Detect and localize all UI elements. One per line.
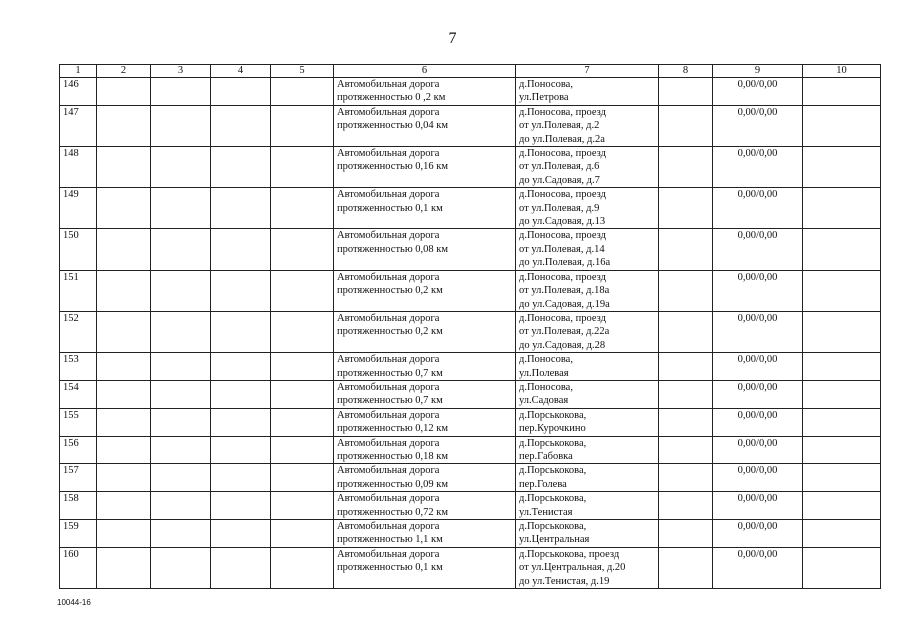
empty-cell <box>211 408 271 436</box>
empty-cell <box>271 78 334 106</box>
empty-cell <box>803 353 881 381</box>
address-line: д.Поносова, проезд <box>519 106 606 118</box>
road-description-cell <box>334 492 516 520</box>
road-description-cell <box>334 353 516 381</box>
road-description-line: протяженностью 0,1 км <box>337 202 443 214</box>
address-line: ул.Тенистая <box>519 506 573 518</box>
column-header: 1 <box>60 65 97 78</box>
empty-cell <box>211 464 271 492</box>
header-row <box>60 65 881 78</box>
row-number-cell: 150 <box>60 229 97 270</box>
address-line: д.Порськокова, <box>519 437 587 449</box>
empty-cell <box>803 464 881 492</box>
empty-cell <box>271 105 334 146</box>
address-cell <box>516 380 659 408</box>
address-line: ул.Петрова <box>519 92 569 104</box>
address-line: д.Порськокова, <box>519 493 587 505</box>
empty-cell <box>803 78 881 106</box>
empty-cell <box>97 105 151 146</box>
column-header: 3 <box>151 65 211 78</box>
empty-cell <box>211 311 271 352</box>
value-cell: 0,00/0,00 <box>713 464 803 492</box>
column-header: 8 <box>659 65 713 78</box>
table-row <box>60 105 881 146</box>
row-number-cell: 149 <box>60 188 97 229</box>
empty-cell <box>659 436 713 464</box>
road-description-line: Автомобильная дорога <box>337 521 440 532</box>
empty-cell <box>97 436 151 464</box>
table-row <box>60 188 881 229</box>
table-body <box>60 78 881 589</box>
empty-cell <box>271 311 334 352</box>
road-description-cell <box>334 464 516 492</box>
address-line: от ул.Полевая, д.6 <box>519 161 600 173</box>
road-description-line: Автомобильная дорога <box>337 548 440 560</box>
road-description-line: протяженностью 0,2 км <box>337 326 443 338</box>
empty-cell <box>211 147 271 188</box>
address-line: от ул.Полевая, д.2 <box>519 120 600 132</box>
empty-cell <box>151 311 211 352</box>
empty-cell <box>271 492 334 520</box>
address-cell <box>516 147 659 188</box>
address-line: до ул.Полевая, д.2а <box>519 133 605 145</box>
empty-cell <box>97 408 151 436</box>
address-line: ул.Центральная <box>519 534 590 546</box>
empty-cell <box>659 105 713 146</box>
road-description-line: Автомобильная дорога <box>337 189 440 201</box>
address-line: д.Поносова, проезд <box>519 271 606 283</box>
empty-cell <box>97 464 151 492</box>
empty-cell <box>97 78 151 106</box>
table-row <box>60 547 881 588</box>
address-line: д.Поносова, <box>519 354 573 366</box>
row-number-cell: 154 <box>60 380 97 408</box>
empty-cell <box>151 270 211 311</box>
address-line: от ул.Полевая, д.14 <box>519 243 605 255</box>
empty-cell <box>151 464 211 492</box>
address-line: до ул.Садовая, д.7 <box>519 174 600 186</box>
row-number-cell: 158 <box>60 492 97 520</box>
address-cell <box>516 464 659 492</box>
empty-cell <box>151 380 211 408</box>
registry-table <box>59 64 881 589</box>
empty-cell <box>803 229 881 270</box>
road-description-line: Автомобильная дорога <box>337 106 440 118</box>
empty-cell <box>659 311 713 352</box>
table-row <box>60 520 881 548</box>
empty-cell <box>97 547 151 588</box>
road-description-line: Автомобильная дорога <box>337 493 440 505</box>
table-row <box>60 436 881 464</box>
table-row <box>60 353 881 381</box>
road-description-line: протяженностью 0,7 км <box>337 395 443 407</box>
address-cell <box>516 436 659 464</box>
value-cell: 0,00/0,00 <box>713 408 803 436</box>
table-row <box>60 229 881 270</box>
value-cell: 0,00/0,00 <box>713 311 803 352</box>
empty-cell <box>659 229 713 270</box>
row-number-cell: 155 <box>60 408 97 436</box>
address-line: ул.Полевая <box>519 367 569 379</box>
empty-cell <box>271 188 334 229</box>
table-row <box>60 464 881 492</box>
empty-cell <box>659 464 713 492</box>
address-cell <box>516 105 659 146</box>
column-header: 4 <box>211 65 271 78</box>
value-cell: 0,00/0,00 <box>713 436 803 464</box>
address-cell <box>516 547 659 588</box>
row-number-cell: 160 <box>60 547 97 588</box>
row-number-cell: 159 <box>60 520 97 548</box>
page-number: 7 <box>448 30 457 47</box>
empty-cell <box>271 464 334 492</box>
empty-cell <box>211 547 271 588</box>
column-header: 6 <box>334 65 516 78</box>
empty-cell <box>151 105 211 146</box>
empty-cell <box>803 105 881 146</box>
value-cell: 0,00/0,00 <box>713 380 803 408</box>
empty-cell <box>97 270 151 311</box>
empty-cell <box>803 408 881 436</box>
column-header: 7 <box>516 65 659 78</box>
address-line: д.Порськокова, проезд <box>519 548 620 560</box>
row-number-cell: 148 <box>60 147 97 188</box>
empty-cell <box>211 188 271 229</box>
value-cell: 0,00/0,00 <box>713 492 803 520</box>
column-header: 5 <box>271 65 334 78</box>
address-line: пер.Габовка <box>519 450 573 462</box>
road-description-line: протяженностью 0,12 км <box>337 423 449 435</box>
address-line: пер.Голева <box>519 478 567 490</box>
empty-cell <box>97 229 151 270</box>
empty-cell <box>211 380 271 408</box>
road-description-line: Автомобильная дорога <box>337 409 440 421</box>
address-line: пер.Курочкино <box>519 423 586 435</box>
empty-cell <box>151 353 211 381</box>
empty-cell <box>97 188 151 229</box>
empty-cell <box>151 492 211 520</box>
address-cell <box>516 229 659 270</box>
road-description-line: Автомобильная дорога <box>337 230 440 242</box>
road-description-cell <box>334 520 516 548</box>
road-description-line: протяженностью 0,16 км <box>337 161 449 173</box>
road-description-cell <box>334 547 516 588</box>
row-number-cell: 153 <box>60 353 97 381</box>
road-description-line: протяженностью 0,09 км <box>337 478 449 490</box>
road-description-cell <box>334 188 516 229</box>
table-row <box>60 380 881 408</box>
address-line: до ул.Тенистая, д.19 <box>519 575 610 587</box>
address-line: от ул.Полевая, д.9 <box>519 202 600 214</box>
road-description-line: протяженностью 0,1 км <box>337 562 443 574</box>
footer-code: 10044-16 <box>57 598 91 607</box>
empty-cell <box>151 408 211 436</box>
empty-cell <box>151 547 211 588</box>
value-cell: 0,00/0,00 <box>713 188 803 229</box>
empty-cell <box>97 311 151 352</box>
empty-cell <box>151 188 211 229</box>
address-cell <box>516 408 659 436</box>
empty-cell <box>803 380 881 408</box>
table-row <box>60 408 881 436</box>
empty-cell <box>211 436 271 464</box>
empty-cell <box>211 270 271 311</box>
address-cell <box>516 78 659 106</box>
address-line: ул.Садовая <box>519 395 569 407</box>
empty-cell <box>803 188 881 229</box>
address-line: от ул.Полевая, д.22а <box>519 326 610 338</box>
address-line: от ул.Полевая, д.18а <box>519 285 610 297</box>
road-description-cell <box>334 270 516 311</box>
address-cell <box>516 188 659 229</box>
empty-cell <box>211 229 271 270</box>
empty-cell <box>271 229 334 270</box>
road-description-cell <box>334 380 516 408</box>
road-description-line: Автомобильная дорога <box>337 312 440 324</box>
empty-cell <box>803 270 881 311</box>
empty-cell <box>659 270 713 311</box>
table-row <box>60 492 881 520</box>
road-description-line: Автомобильная дорога <box>337 354 440 366</box>
empty-cell <box>659 380 713 408</box>
row-number-cell: 152 <box>60 311 97 352</box>
empty-cell <box>803 547 881 588</box>
road-description-line: протяженностью 0,72 км <box>337 506 449 518</box>
row-number-cell: 156 <box>60 436 97 464</box>
empty-cell <box>659 147 713 188</box>
address-cell <box>516 270 659 311</box>
address-line: д.Поносова, <box>519 381 573 393</box>
road-description-line: Автомобильная дорога <box>337 271 440 283</box>
row-number-cell: 147 <box>60 105 97 146</box>
address-line: до ул.Садовая, д.13 <box>519 216 606 228</box>
value-cell: 0,00/0,00 <box>713 520 803 548</box>
address-line: д.Поносова, проезд <box>519 312 606 324</box>
road-description-line: протяженностью 0 ,2 км <box>337 92 446 104</box>
address-cell <box>516 492 659 520</box>
road-description-line: протяженностью 0,04 км <box>337 120 449 132</box>
empty-cell <box>271 353 334 381</box>
road-description-cell <box>334 408 516 436</box>
address-line: до ул.Полевая, д.16а <box>519 257 611 269</box>
empty-cell <box>211 105 271 146</box>
value-cell: 0,00/0,00 <box>713 353 803 381</box>
empty-cell <box>151 436 211 464</box>
column-header: 9 <box>713 65 803 78</box>
road-description-cell <box>334 147 516 188</box>
empty-cell <box>659 520 713 548</box>
empty-cell <box>803 492 881 520</box>
road-description-line: протяженностью 0,7 км <box>337 367 443 379</box>
empty-cell <box>97 380 151 408</box>
column-header: 10 <box>803 65 881 78</box>
address-cell <box>516 311 659 352</box>
address-line: д.Поносова, <box>519 79 573 90</box>
value-cell: 0,00/0,00 <box>713 229 803 270</box>
empty-cell <box>271 408 334 436</box>
address-cell <box>516 353 659 381</box>
empty-cell <box>97 492 151 520</box>
empty-cell <box>97 353 151 381</box>
empty-cell <box>803 436 881 464</box>
road-description-line: Автомобильная дорога <box>337 437 440 449</box>
address-line: д.Поносова, проезд <box>519 189 606 201</box>
empty-cell <box>211 78 271 106</box>
address-line: до ул.Садовая, д.19а <box>519 298 610 310</box>
empty-cell <box>803 311 881 352</box>
table-row <box>60 147 881 188</box>
address-line: д.Порськокова, <box>519 521 587 532</box>
row-number-cell: 146 <box>60 78 97 106</box>
empty-cell <box>659 353 713 381</box>
road-description-cell <box>334 78 516 106</box>
empty-cell <box>659 547 713 588</box>
value-cell: 0,00/0,00 <box>713 147 803 188</box>
address-line: д.Порськокова, <box>519 409 587 421</box>
empty-cell <box>211 520 271 548</box>
value-cell: 0,00/0,00 <box>713 270 803 311</box>
empty-cell <box>659 188 713 229</box>
road-description-cell <box>334 229 516 270</box>
empty-cell <box>151 229 211 270</box>
empty-cell <box>271 147 334 188</box>
empty-cell <box>803 147 881 188</box>
road-description-cell <box>334 105 516 146</box>
address-line: до ул.Садовая, д.28 <box>519 339 606 351</box>
value-cell: 0,00/0,00 <box>713 78 803 106</box>
road-description-line: Автомобильная дорога <box>337 148 440 160</box>
empty-cell <box>659 78 713 106</box>
empty-cell <box>97 520 151 548</box>
empty-cell <box>659 408 713 436</box>
road-description-cell <box>334 311 516 352</box>
empty-cell <box>151 78 211 106</box>
table-row <box>60 270 881 311</box>
empty-cell <box>271 380 334 408</box>
table-row <box>60 78 881 106</box>
empty-cell <box>271 270 334 311</box>
address-line: д.Поносова, проезд <box>519 230 606 242</box>
address-line: д.Порськокова, <box>519 465 587 477</box>
empty-cell <box>271 520 334 548</box>
address-line: от ул.Центральная, д.20 <box>519 562 626 574</box>
empty-cell <box>151 520 211 548</box>
empty-cell <box>97 147 151 188</box>
value-cell: 0,00/0,00 <box>713 547 803 588</box>
empty-cell <box>211 353 271 381</box>
row-number-cell: 151 <box>60 270 97 311</box>
road-description-line: протяженностью 0,2 км <box>337 285 443 297</box>
empty-cell <box>271 547 334 588</box>
empty-cell <box>211 492 271 520</box>
empty-cell <box>659 492 713 520</box>
road-description-line: протяженностью 0,08 км <box>337 243 449 255</box>
row-number-cell: 157 <box>60 464 97 492</box>
value-cell: 0,00/0,00 <box>713 105 803 146</box>
road-description-line: протяженностью 1,1 км <box>337 534 443 546</box>
road-description-cell <box>334 436 516 464</box>
empty-cell <box>151 147 211 188</box>
empty-cell <box>803 520 881 548</box>
road-description-line: протяженностью 0,18 км <box>337 450 449 462</box>
address-cell <box>516 520 659 548</box>
empty-cell <box>271 436 334 464</box>
road-description-line: Автомобильная дорога <box>337 381 440 393</box>
road-description-line: Автомобильная дорога <box>337 465 440 477</box>
address-line: д.Поносова, проезд <box>519 148 606 160</box>
table-row <box>60 311 881 352</box>
column-header: 2 <box>97 65 151 78</box>
road-description-line: Автомобильная дорога <box>337 79 440 90</box>
